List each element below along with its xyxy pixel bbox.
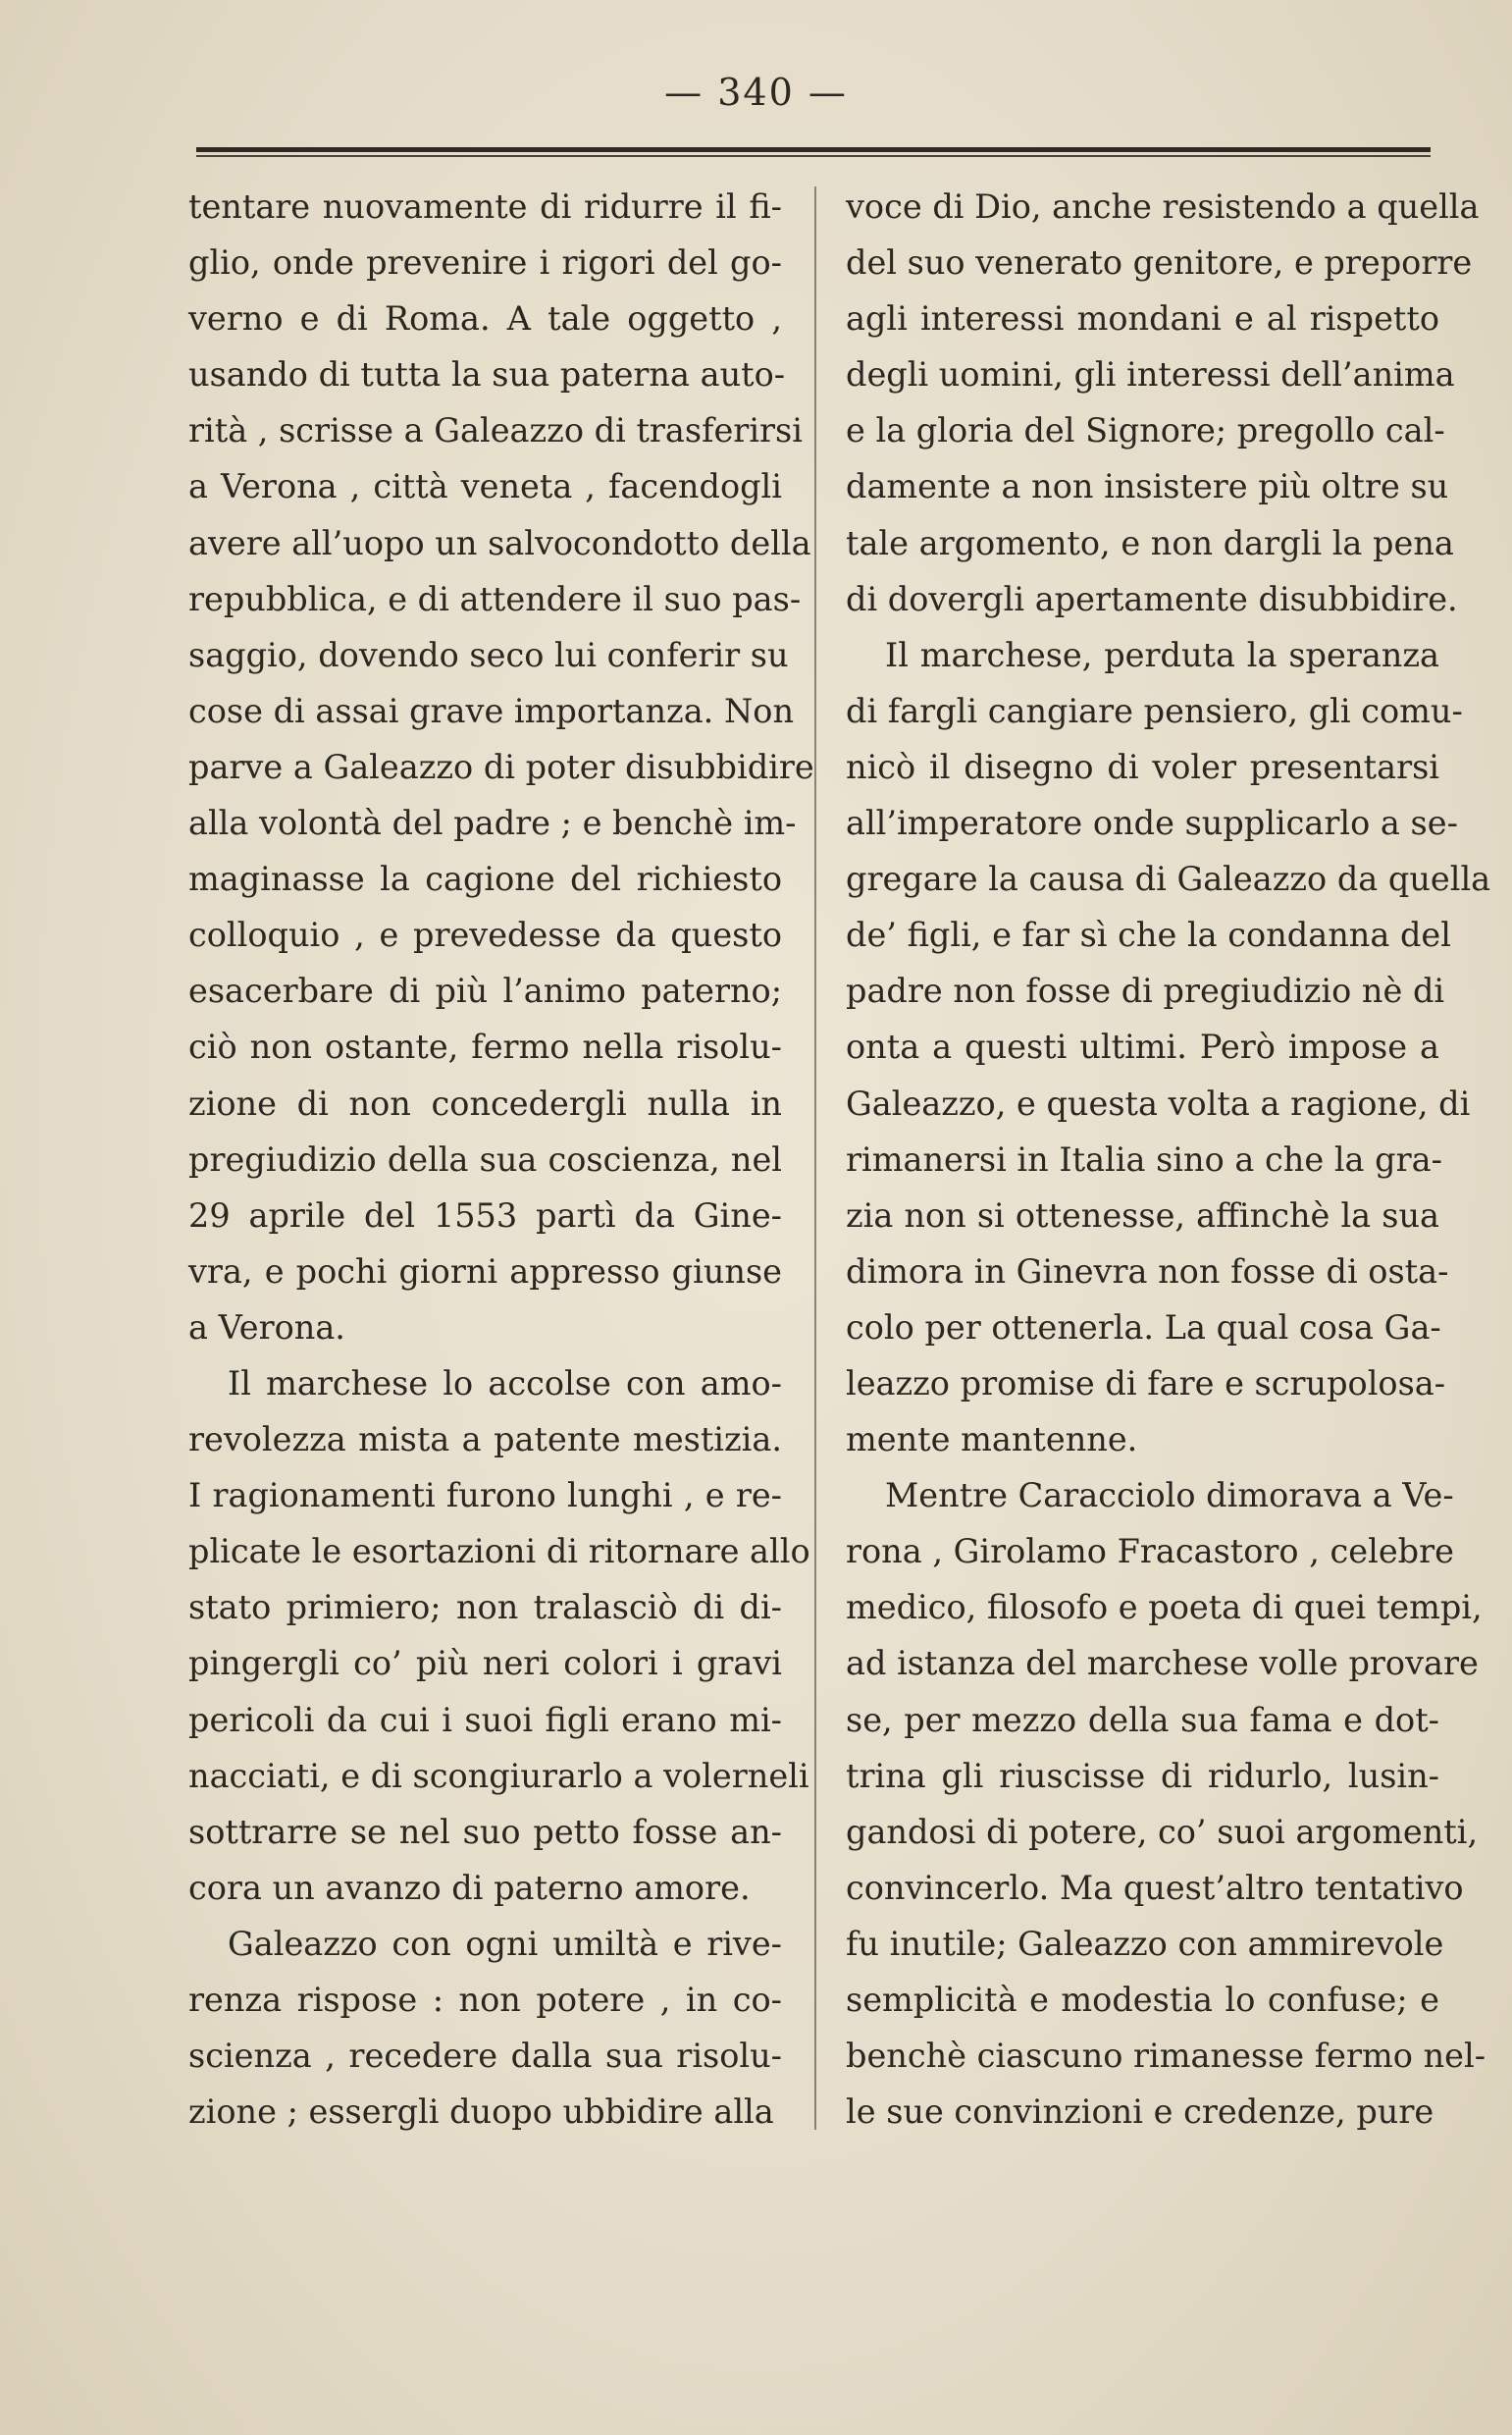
text-line: padre non fosse di pregiudizio nè di [846,972,1445,1011]
paragraph [188,1355,810,1916]
text-line: Mentre Caracciolo dimorava a Ve- [885,1476,1454,1515]
text-line: di dovergli apertamente disubbidire. [846,579,1458,618]
text-line: fu inutile; Galeazzo con ammirevole [846,1924,1444,1963]
text-line: semplicità e modestia lo confuse; e [846,1981,1439,2019]
text-line: zione ; essergli duopo ubbidire alla [188,2092,774,2132]
text-line: degli uomini, gli interessi dell’anima [846,355,1455,395]
text-line: tale argomento, e non dargli la pena [846,523,1454,562]
text-line: pregiudizio della sua coscienza, nel [188,1139,782,1179]
text-line: alla volontà del padre ; e benchè im- [188,804,797,843]
text-line: ad istanza del marchese volle provare [846,1644,1479,1683]
text-line: colo per ottenerla. La qual cosa Ga- [846,1307,1441,1347]
text-line: del suo venerato genitore, e preporre [846,243,1473,283]
text-line: nacciati, e di scongiurarlo a volerneli [188,1756,809,1795]
text-line: colloquio , e prevedesse da questo [188,916,782,955]
text-line: scienza , recedere dalla sua risolu- [188,2037,782,2076]
text-line: all’imperatore onde supplicarlo a se- [846,804,1458,843]
text-line: zione di non concedergli nulla in [188,1084,782,1123]
paragraph [846,627,1491,1467]
header-rule [196,147,1431,157]
text-line: pericoli da cui i suoi figli erano mi- [188,1700,782,1739]
paragraph [846,179,1480,627]
left-column [188,179,814,2140]
text-line: tentare nuovamente di ridurre il fi- [188,187,782,226]
paragraph [846,1467,1486,2140]
text-line: Galeazzo con ogni umiltà e rive- [228,1924,782,1963]
text-line: e la gloria del Signore; pregollo cal- [846,411,1445,450]
text-line: repubblica, e di attendere il suo pas- [188,579,802,618]
text-line: vra, e pochi giorni appresso giunse [188,1251,782,1291]
text-line: verno e di Roma. A tale oggetto , [188,299,782,339]
text-line: rimanersi in Italia sino a che la gra- [846,1139,1442,1179]
text-line: esacerbare di più l’animo paterno; [188,972,782,1011]
text-line: revolezza mista a patente mestizia. [188,1420,782,1459]
text-line: nicò il disegno di voler presentarsi [846,747,1439,786]
text-line: cora un avanzo di paterno amore. [188,1868,751,1907]
text-line: gregare la causa di Galeazzo da quella [846,860,1491,899]
text-line: medico, filosofo e poeta di quei tempi, [846,1588,1483,1627]
text-line: le sue convinzioni e credenze, pure [846,2092,1434,2132]
text-line: parve a Galeazzo di poter disubbidire [188,747,814,786]
text-line: de’ figli, e far sì che la condanna del [846,916,1451,955]
text-line: I ragionamenti furono lunghi , e re- [188,1476,782,1515]
text-line: damente a non insistere più oltre su [846,467,1449,506]
text-line: gandosi di potere, co’ suoi argomenti, [846,1812,1479,1851]
text-line: saggio, dovendo seco lui conferir su [188,635,789,674]
text-line: Il marchese, perduta la speranza [885,635,1439,674]
text-line: ciò non ostante, fermo nella risolu- [188,1028,782,1067]
text-line: usando di tutta la sua paterna auto- [188,355,786,395]
page-number: — 340 — [664,71,848,114]
text-line: trina gli riuscisse di ridurlo, lusin- [846,1756,1439,1795]
text-line: dimora in Ginevra non fosse di osta- [846,1251,1449,1291]
paragraph [188,1916,782,2140]
text-line: stato primiero; non tralasciò di di- [188,1588,782,1627]
text-line: di fargli cangiare pensiero, gli comu- [846,691,1463,730]
text-line: benchè ciascuno rimanesse fermo nel- [846,2037,1486,2076]
text-line: rità , scrisse a Galeazzo di trasferirsi [188,411,803,450]
text-line: se, per mezzo della sua fama e dot- [846,1700,1439,1739]
text-line: zia non si ottenesse, affinchè la sua [846,1195,1439,1235]
text-line: glio, onde prevenire i rigori del go- [188,243,782,283]
text-line: Il marchese lo accolse con amo- [228,1363,782,1403]
text-line: plicate le esortazioni di ritornare allo [188,1532,810,1571]
text-line: renza rispose : non potere , in co- [188,1981,782,2019]
text-line: Galeazzo, e questa volta a ragione, di [846,1084,1471,1123]
text-line: mente mantenne. [846,1420,1138,1459]
text-line: agli interessi mondani e al rispetto [846,299,1439,339]
text-line: convincerlo. Ma quest’altro tentativo [846,1868,1464,1907]
text-line: cose di assai grave importanza. Non [188,691,795,730]
text-line: a Verona. [188,1307,345,1347]
text-line: sottrarre se nel suo petto fosse an- [188,1812,782,1851]
text-line: onta a questi ultimi. Però impose a [846,1028,1439,1067]
right-column [846,179,1491,2140]
text-line: leazzo promise di fare e scrupolosa- [846,1363,1446,1403]
text-line: 29 aprile del 1553 partì da Gine- [188,1195,782,1235]
text-line: avere all’uopo un salvocondotto della [188,523,811,562]
column-divider [814,186,816,2130]
text-line: a Verona , città veneta , facendogli [188,467,782,506]
text-line: maginasse la cagione del richiesto [188,860,782,899]
text-line: rona , Girolamo Fracastoro , celebre [846,1532,1454,1571]
text-line: pingergli co’ più neri colori i gravi [188,1644,782,1683]
paragraph [188,179,814,1355]
text-line: voce di Dio, anche resistendo a quella [846,187,1480,226]
